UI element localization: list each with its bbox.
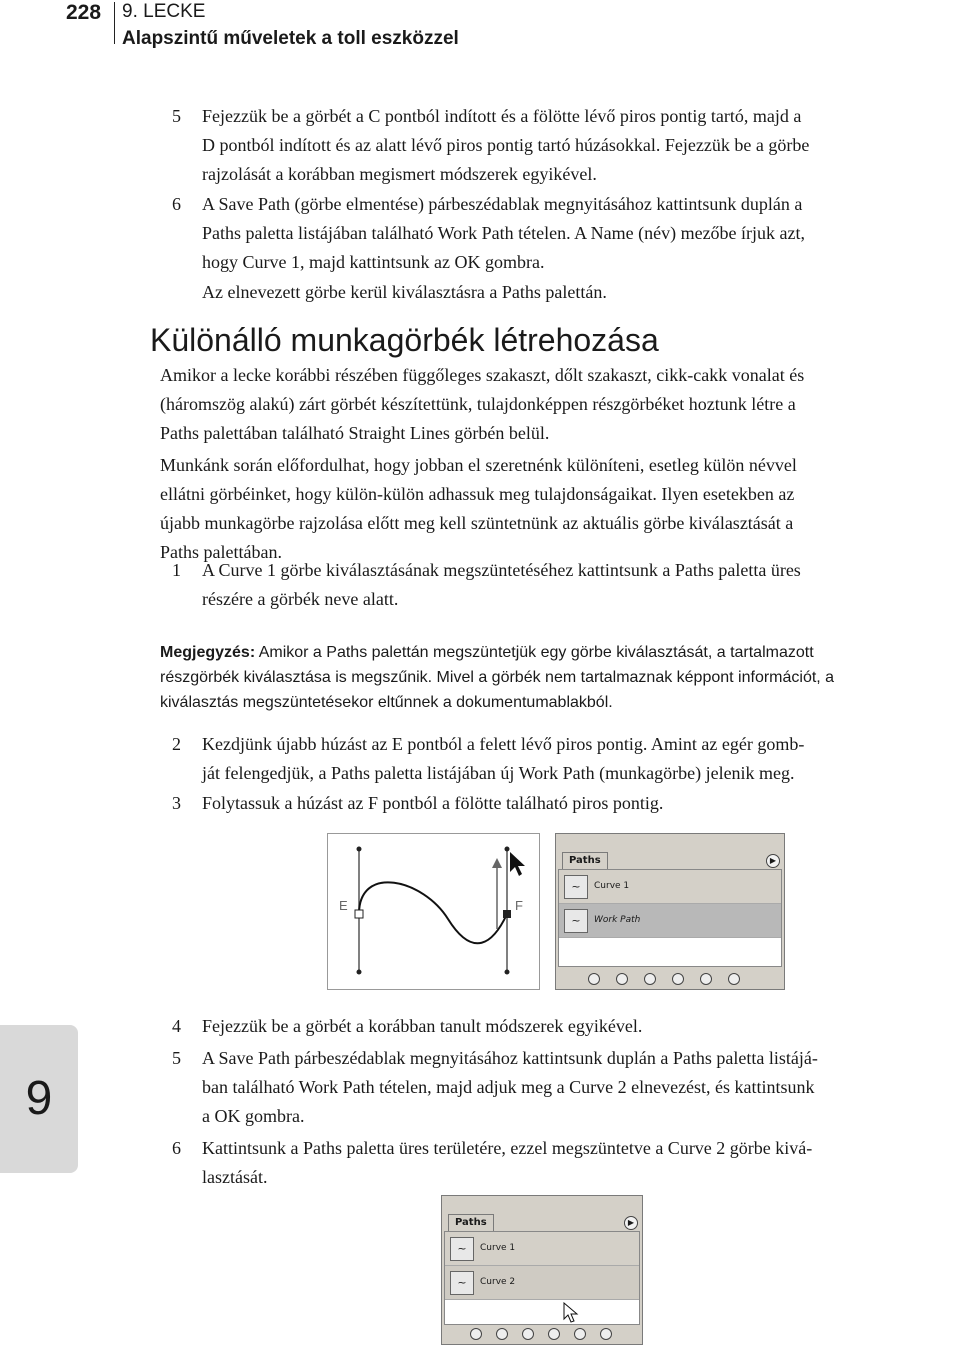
- cursor-arrow-icon: [510, 852, 525, 876]
- handle-point: [357, 970, 362, 975]
- step-6-result: Az elnevezett görbe kerül kiválasztásra a Paths palettán.: [202, 282, 607, 302]
- step-line: A Save Path (görbe elmentése) párbeszédablak megnyitásához kattintsunk duplán a: [202, 194, 803, 214]
- new-path-icon[interactable]: [700, 973, 712, 985]
- paths-list[interactable]: [558, 869, 782, 967]
- step-line: Fejezzük be a görbét a korábban tanult módszerek egyikével.: [202, 1016, 643, 1036]
- step-3: [172, 789, 960, 818]
- anchor-e: [355, 910, 363, 918]
- path-name: Curve 2: [480, 1277, 516, 1287]
- stroke-path-icon[interactable]: [616, 973, 628, 985]
- step-line: A Curve 1 görbe kiválasztásának megszüntetéséhez kattintsunk a Paths paletta üres: [202, 560, 801, 580]
- tab-paths[interactable]: Paths: [448, 1214, 494, 1231]
- list-item[interactable]: [445, 1232, 639, 1266]
- step-line: D pontból indított és az alatt lévő piros pontig tartó húzásokkal. Fejezzük be a görbe: [202, 135, 810, 155]
- note-label: Megjegyzés:: [160, 644, 256, 661]
- palette-menu-button[interactable]: ▶: [766, 854, 780, 868]
- point-label-f: F: [515, 898, 523, 913]
- curve-illustration: [328, 834, 539, 989]
- paragraph-line: Amikor a lecke korábbi részében függőleges szakaszt, dőlt szakaszt, cikk-cakk vonalat és: [160, 365, 805, 385]
- fill-path-icon[interactable]: [470, 1328, 482, 1340]
- list-item[interactable]: [559, 904, 781, 938]
- path-thumbnail-icon: ~: [564, 909, 588, 933]
- step-number: 1: [172, 560, 181, 580]
- paragraph-line: újabb munkagörbe rajzolása előtt meg kell szüntetnünk az aktuális görbe kiválasztását a: [160, 513, 794, 533]
- step-line: a OK gombra.: [202, 1106, 305, 1126]
- step-line: Kattintsunk a Paths paletta üres területére, ezzel megszüntetve a Curve 2 görbe kivá-: [202, 1138, 813, 1158]
- list-item[interactable]: [445, 1266, 639, 1300]
- step-6: [172, 190, 960, 277]
- paths-palette-1: [555, 833, 785, 990]
- step-line: rajzolását a korábban megismert módszerek egyikével.: [202, 164, 597, 184]
- step-number: 5: [172, 1048, 181, 1068]
- step-line: Fejezzük be a görbét a C pontból indított és a fölötte lévő piros pontig tartó, majd a: [202, 106, 802, 126]
- path-name: Curve 1: [480, 1243, 516, 1253]
- paragraph-line: Paths palettában.: [160, 542, 282, 562]
- step-line: ját felengedjük, a Paths paletta listájában új Work Path (munkagörbe) jelenik meg.: [202, 763, 795, 783]
- step-number: 2: [172, 734, 181, 754]
- step-line: A Save Path párbeszédablak megnyitásához kattintsunk duplán a Paths paletta listájá-: [202, 1048, 818, 1068]
- step-1: [172, 556, 960, 614]
- step-number: 6: [172, 1138, 181, 1158]
- paragraph-2: [160, 451, 960, 567]
- paragraph-line: Munkánk során előfordulhat, hogy jobban el szeretnénk különíteni, esetleg külön névvel: [160, 455, 797, 475]
- step-line: hogy Curve 1, majd kattintsunk az OK gombra.: [202, 252, 545, 272]
- handle-point: [357, 847, 362, 852]
- new-path-icon[interactable]: [574, 1328, 586, 1340]
- step-number: 4: [172, 1016, 181, 1036]
- step-line: Folytassuk a húzást az F pontból a fölötte található piros pontig.: [202, 793, 664, 813]
- path-thumbnail-icon: ~: [450, 1271, 474, 1295]
- trash-icon[interactable]: [728, 973, 740, 985]
- paragraph-line: ellátni görbéinket, hogy külön-külön adhassuk meg tulajdonságaikat. Ilyen esetekben az: [160, 484, 795, 504]
- make-work-path-icon[interactable]: [672, 973, 684, 985]
- paragraph-1: [160, 361, 960, 448]
- path-name: Work Path: [594, 915, 641, 925]
- note-box: [160, 640, 960, 715]
- note-line: Amikor a Paths palettán megszüntetjük egy görbe kiválasztását, a tartalmazott: [255, 644, 814, 661]
- section-title: Különálló munkagörbék létrehozása: [150, 322, 659, 358]
- step-line: részére a görbék neve alatt.: [202, 589, 399, 609]
- point-label-e: E: [339, 898, 348, 913]
- curve-figure: [327, 833, 540, 990]
- chapter-side-tab: [0, 1025, 78, 1173]
- chapter-label: 9. LECKE: [122, 1, 206, 22]
- palette-footer: [444, 1326, 640, 1342]
- page-number: 228: [66, 1, 102, 24]
- paths-list[interactable]: [444, 1231, 640, 1325]
- step-4: [172, 1012, 960, 1041]
- cursor-arrow-icon: [563, 1302, 579, 1324]
- make-work-path-icon[interactable]: [548, 1328, 560, 1340]
- trash-icon[interactable]: [600, 1328, 612, 1340]
- drag-arrow-head: [492, 858, 502, 868]
- step-number: 3: [172, 793, 181, 813]
- step-line: Paths paletta listájában található Work Path tételen. A Name (név) mezőbe írjuk azt,: [202, 223, 806, 243]
- step-number: 5: [172, 106, 181, 126]
- palette-menu-button[interactable]: ▶: [624, 1216, 638, 1230]
- anchor-f: [503, 910, 511, 918]
- step-5: [172, 102, 960, 189]
- load-selection-icon[interactable]: [644, 973, 656, 985]
- step-line: ban található Work Path tételen, majd adjuk meg a Curve 2 elnevezést, és kattintsunk: [202, 1077, 815, 1097]
- paragraph-line: Paths palettában található Straight Lines görbén belül.: [160, 423, 550, 443]
- tab-paths[interactable]: Paths: [562, 852, 608, 869]
- step-5b: [172, 1044, 960, 1131]
- step-line: lasztását.: [202, 1167, 268, 1187]
- header-divider: [114, 2, 115, 44]
- handle-point: [505, 970, 510, 975]
- chapter-title: Alapszintű műveletek a toll eszközzel: [122, 28, 459, 49]
- palette-footer: [558, 971, 782, 987]
- step-number: 6: [172, 194, 181, 214]
- handle-point: [505, 847, 510, 852]
- list-item[interactable]: [559, 870, 781, 904]
- path-thumbnail-icon: ~: [564, 875, 588, 899]
- paragraph-line: (háromszög alakú) zárt görbét készítettünk, tulajdonképpen részgörbéket hoztunk létre a: [160, 394, 796, 414]
- note-line: kiválasztás megszüntetésekor eltűnnek a dokumentumablakból.: [160, 694, 613, 711]
- fill-path-icon[interactable]: [588, 973, 600, 985]
- step-2: [172, 730, 960, 788]
- load-selection-icon[interactable]: [522, 1328, 534, 1340]
- stroke-path-icon[interactable]: [496, 1328, 508, 1340]
- step-line: Kezdjünk újabb húzást az E pontból a felett lévő piros pontig. Amint az egér gomb-: [202, 734, 805, 754]
- paths-palette-2: [441, 1195, 643, 1345]
- curve-path: [359, 882, 507, 943]
- chapter-side-number: 9: [25, 1072, 53, 1125]
- step-6b: [172, 1134, 960, 1192]
- path-name: Curve 1: [594, 881, 630, 891]
- path-thumbnail-icon: ~: [450, 1237, 474, 1261]
- note-line: részgörbék kiválasztása is megszűnik. Mivel a görbék nem tartalmaznak képpont információt, a: [160, 669, 835, 686]
